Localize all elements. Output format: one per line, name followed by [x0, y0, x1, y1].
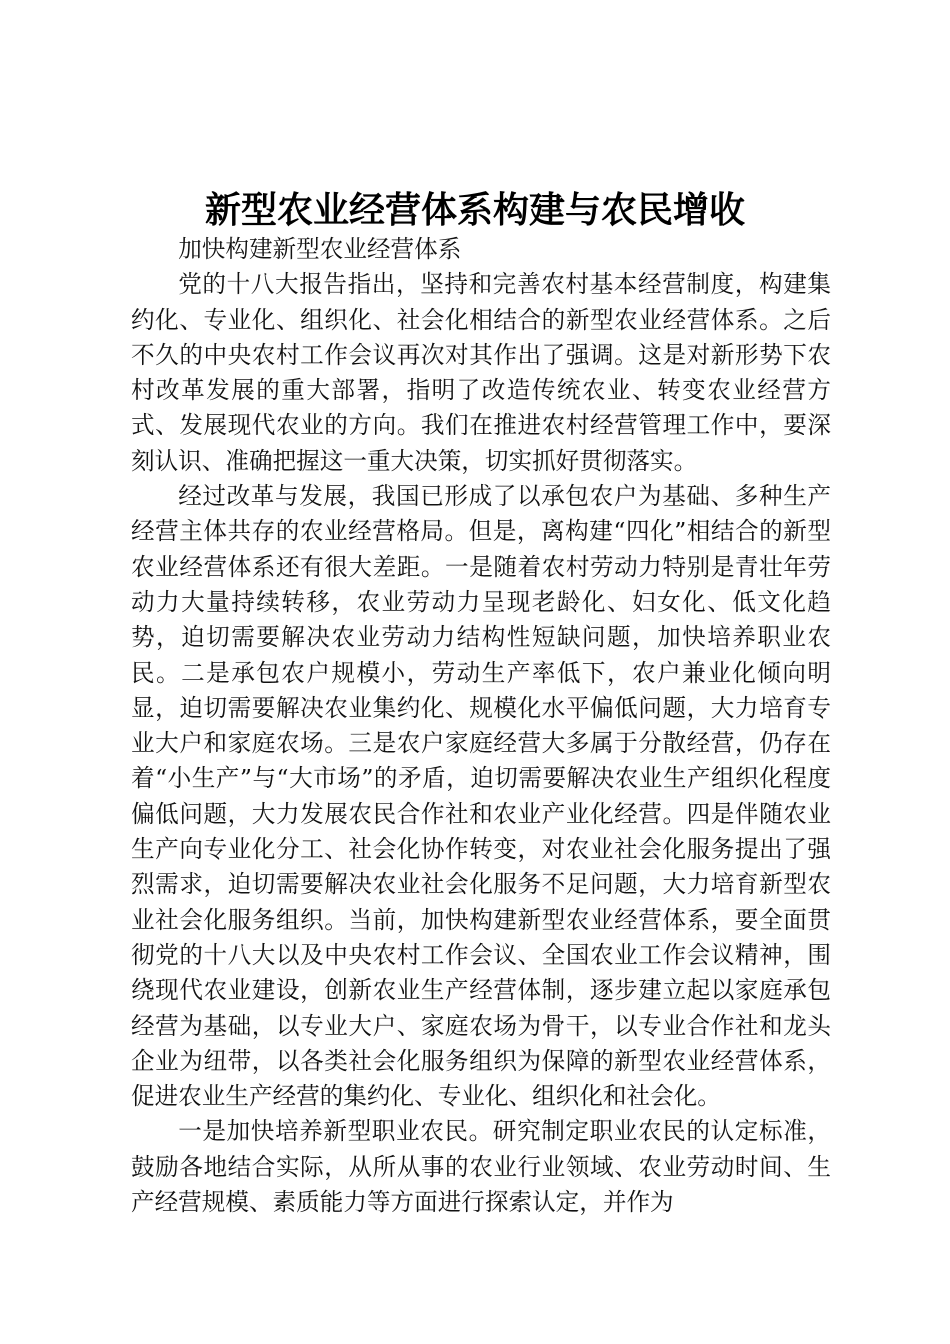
section-heading: 加快构建新型农业经营体系	[178, 235, 462, 263]
document-title: 新型农业经营体系构建与农民增收	[204, 189, 745, 231]
body-paragraph: 党的十八大报告指出，坚持和完善农村基本经营制度，构建集约化、专业化、组织化、社会化相结合的新型农业经营体系。之后不久的中央农村工作会议再次对其作出了强调。这是对新形势下农村改革发展的重大部署，指明了改造传统农业、转变农业经营方式、发展现代农业的方向。我们在推进农村经营管理工作中，要深刻认识、准确把握这一重大决策，切实抓好贯彻落实。	[131, 270, 831, 475]
body-paragraph: 经过改革与发展，我国已形成了以承包农户为基础、多种生产经营主体共存的农业经营格局。但是，离构建“四化”相结合的新型农业经营体系还有很大差距。一是随着农村劳动力特别是青壮年劳动力大量持续转移，农业劳动力呈现老龄化、妇女化、低文化趋势，迫切需要解决农业劳动力结构性短缺问题，加快培养职业农民。二是承包农户规模小，劳动生产率低下，农户兼业化倾向明显，迫切需要解决农业集约化、规模化水平偏低问题，大力培育专业大户和家庭农场。三是农户家庭经营大多属于分散经营，仍存在着“小生产”与“大市场”的矛盾，迫切需要解决农业生产组织化程度偏低问题，大力发展农民合作社和农业产业化经营。四是伴随农业生产向专业化分工、社会化协作转变，对农业社会化服务提出了强烈需求，迫切需要解决农业社会化服务不足问题，大力培育新型农业社会化服务组织。当前，加快构建新型农业经营体系，要全面贯彻党的十八大以及中央农村工作会议、全国农业工作会议精神，围绕现代农业建设，创新农业生产经营体制，逐步建立起以家庭承包经营为基础，以专业大户、家庭农场为骨干，以专业合作社和龙头企业为纽带，以各类社会化服务组织为保障的新型农业经营体系，促进农业生产经营的集约化、专业化、组织化和社会化。	[131, 482, 831, 1111]
body-paragraph: 一是加快培养新型职业农民。研究制定职业农民的认定标准，鼓励各地结合实际，从所从事的农业行业领域、农业劳动时间、生产经营规模、素质能力等方面进行探索认定，并作为	[131, 1117, 831, 1217]
document-body	[131, 232, 831, 1220]
